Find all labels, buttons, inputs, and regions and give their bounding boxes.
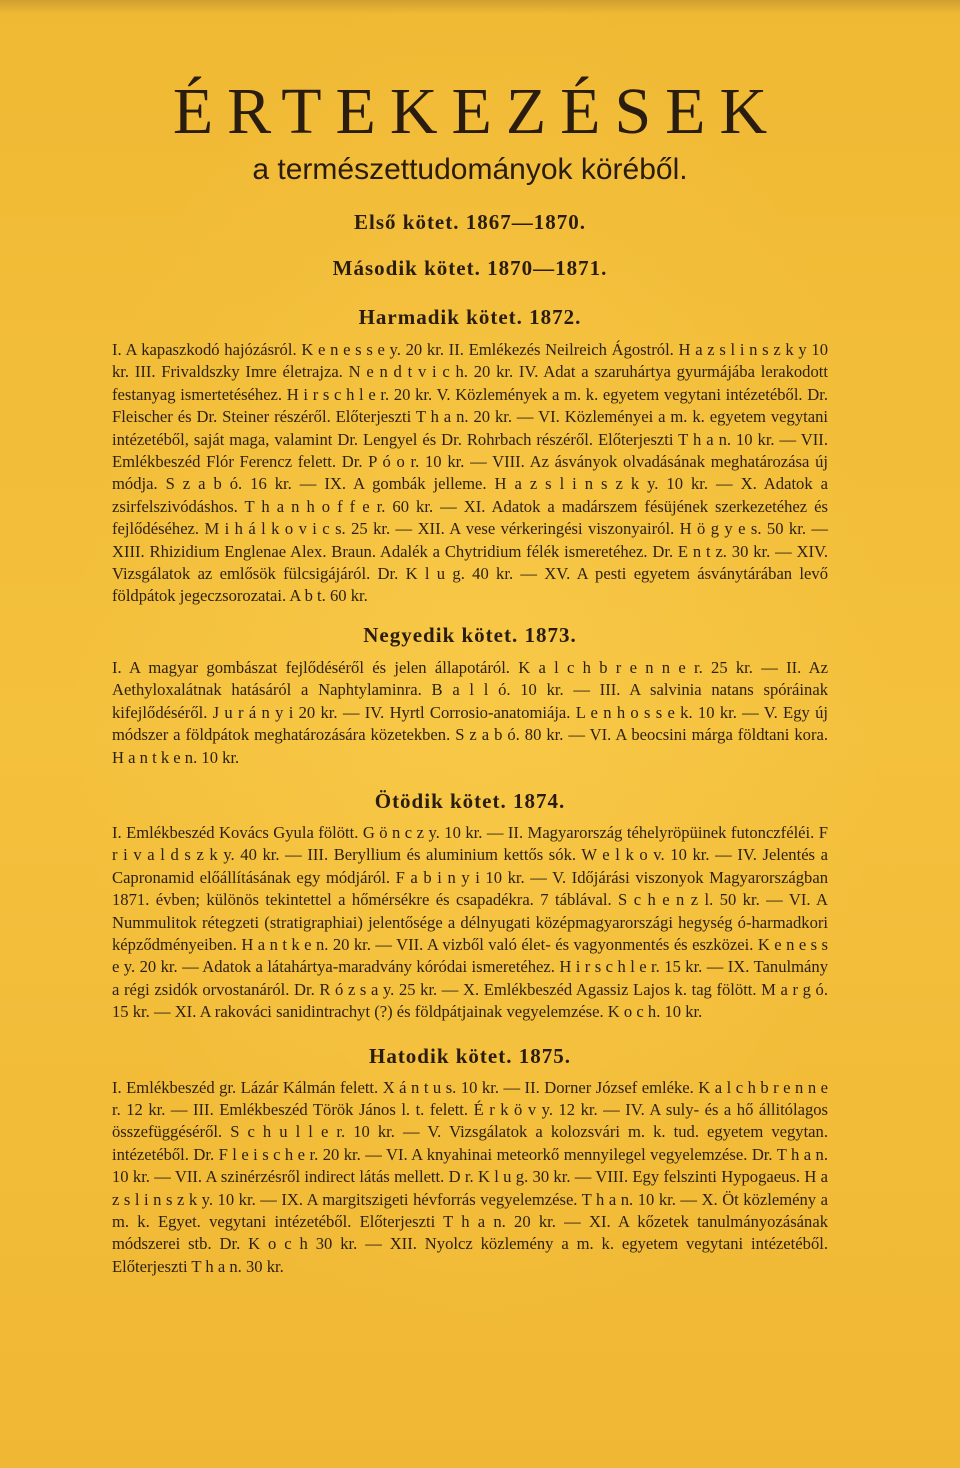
page-title: ÉRTEKEZÉSEK [172,75,782,148]
volume-heading-2: Második kötet. 1870—1871. [332,256,608,280]
volume-heading-4: Negyedik kötet. 1873. [363,622,577,647]
paper-edge [0,0,960,14]
volume-contents-3: I. A kapaszkodó hajózásról. K e n e s s e y. 20 kr. II. Emlékezés Neilreich Ágostról. H a z s l i n s z k y 10 kr. III. Frivaldszky Imre életrajza. N e n d t v i c h. 20 kr. IV. Adat a szaruhártya gyurmájába lerakodott festanyag ismertetéséhez. H i r s c h l e r. 20 kr. V. Közlemények a m. k. egyetem vegytani intézetéből. Dr. Fleischer és Dr. Steiner részéről. Előterjeszti T h a n. 20 kr. — VI. Közleményei a m. k. egyetem vegytani intézetéből, saját maga, valamint Dr. Lengyel és Dr. Rohrbach részéről. Előterjeszti T h a n. 10 kr. — VII. Emlékbeszéd Flór Ferencz felett. Dr. P ó o r. 10 kr. — VIII. Az ásványok olvadásának meghatározása új módja. S z a b ó. 16 kr. — IX. A gombák jelleme. H a z s l i n s z k y. 10 kr. — X. Adatok a zsirfelszivódáshos. T h a n h o f f e r. 60 kr. — XI. Adatok a madárszem fésüjének szerkezetéhez és fejlődéséhez. M i h á l k o v i c s. 25 kr. — XII. A vese vérkeringési viszonyairól. H ö g y e s. 50 kr. — XIII. Rhizidium Englenae Alex. Braun. Adalék a Chytridium félék ismeretéhez. Dr. E n t z. 30 kr. — XIV. Vizsgálatok az emlősök fülcsigájáról. Dr. K l u g. 40 kr. — XV. A pesti egyetem ásványtárában levő földpátok jegeczsorozatai. A b t. 60 kr. [112,340,828,606]
volume-heading-1: Első kötet. 1867—1870. [354,210,586,234]
volume-heading-6: Hatodik kötet. 1875. [368,1043,571,1068]
volume-heading-5: Ötödik kötet. 1874. [374,788,566,813]
volume-contents-4: I. A magyar gombászat fejlődéséről és jelen állapotáról. K a l c h b r e n n e r. 25 kr. — II. Az Aethyloxalátnak hatásáról a Naphtylaminra. B a l l ó. 10 kr. — III. A salvinia natans spóráinak kifejlődéséről. J u r á n y i 20 kr. — IV. Hyrtl Corrosio-anatomiája. L e n h o s s e k. 10 kr. — V. Egy új módszer a földpátok meghatározására közetekben. S z a b ó. 80 kr. — VI. A beocsini márga földtani kora. H a n t k e n. 10 kr. [112,657,828,767]
page-subtitle: a természettudományok köréből. [252,153,688,186]
volume-contents-6: I. Emlékbeszéd gr. Lázár Kálmán felett. X á n t u s. 10 kr. — II. Dorner József emléke. K a l c h b r e n n e r. 12 kr. — III. Emlékbeszéd Török János l. t. felett. É r k ö v y. 12 kr. — IV. A suly- és a hő állitólagos összefüggéséről. S c h u l l e r. 10 kr. — V. Vizsgálatok a kolozsvári m. k. tud. egyetem vegytan. intézetéből. Dr. F l e i s c h e r. 20 kr. — VI. A knyahinai meteorkő mennyilegel vegyelemzése. Dr. T h a n. 10 kr. — VII. A szinérzésről indirect látás mellett. D r. K l u g. 30 kr. — VIII. Egy felszinti Hypogaeus. H a z s l i n s z k y. 10 kr. — IX. A margitszigeti hévforrás vegyelemzése. T h a n. 10 kr. — X. Öt közlemény a m. k. Egyet. vegytani intézetéből. Előterjeszti T h a n. 20 kr. — XI. A kőzetek tanulmányozásának módszerei stb. Dr. K o c h 30 kr. — XII. Nyolcz közlemény a m. k. egyetem vegytani intézetéből. Előterjeszti T h a n. 30 kr. [112,1077,828,1276]
volume-heading-3: Harmadik kötet. 1872. [358,305,582,329]
volume-contents-5: I. Emlékbeszéd Kovács Gyula fölött. G ö n c z y. 10 kr. — II. Magyarország téhelyröpüinek futonczféléi. F r i v a l d s z k y. 40 kr. — III. Beryllium és aluminium kettős sók. W e l k o v. 10 kr. — IV. Jelentés a Capronamid előállításának egy módjáról. F a b i n y i 10 kr. — V. Időjárási viszonyok Magyarországban 1871. évben; különös tekintettel a hőmérsékre és csapadékra. 7 táblával. S c h e n z l. 50 kr. — VI. A Nummulitok rétegzeti (stratigraphiai) jelentősége a délnyugati középmagyarországi hegység ó-harmadkori képződményeiben. H a n t k e n. 20 kr. — VII. A vizből való élet- és vagyonmentés és eszközei. K e n e s s e y. 20 kr. — Adatok a látahártya-maradvány kóródai ismeretéhez. H i r s c h l e r. 15 kr. — IX. Tanulmány a régi zsidók orvostanáról. Dr. R ó z s a y. 25 kr. — X. Emlékbeszéd Agassiz Lajos k. tag fölött. M a r g ó. 15 kr. — XI. A rakováci sanidintrachyt (?) és földpátjainak vegyelemzése. K o c h. 10 kr. [112,822,828,1022]
document-body [112,74,828,1278]
